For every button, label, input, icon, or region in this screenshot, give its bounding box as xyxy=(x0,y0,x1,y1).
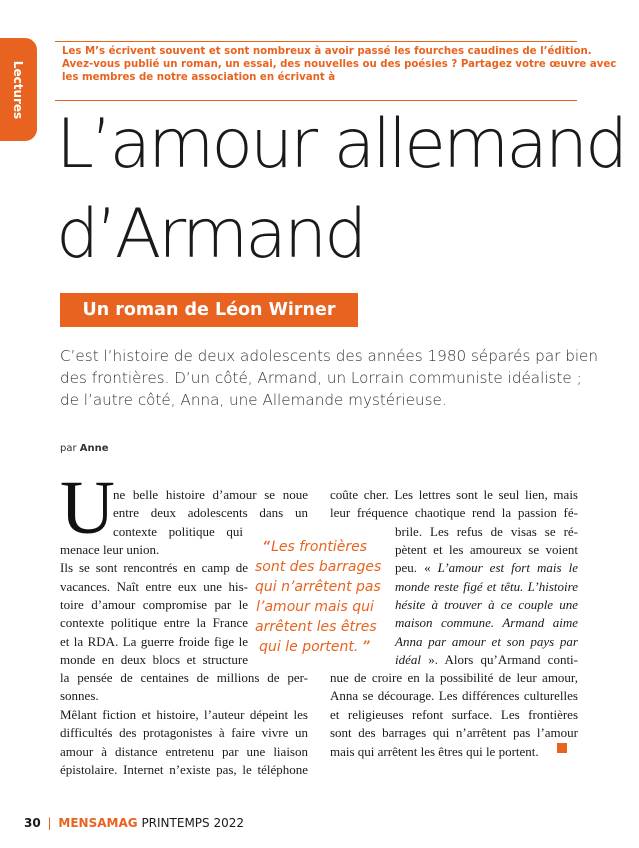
pull-quote-line: l’amour mais qui xyxy=(256,599,374,615)
article-line: Mêlant fiction et histoire, l’auteur dépeint les xyxy=(60,707,308,722)
article-line: Anna se décourage. Les différences culturelles xyxy=(330,688,578,703)
article-line: Anna par amour et son pays par xyxy=(395,634,578,649)
byline-prefix: par xyxy=(60,443,77,454)
article-line: la pensée de centaines de millions de per- xyxy=(60,670,308,685)
article-line: peu. « L’amour est fort mais le xyxy=(395,560,578,575)
article-line: monde reste figé et têtu. L’histoire xyxy=(395,579,578,594)
headline-line: L’amour allemand xyxy=(56,105,626,184)
article-line: sonnes. xyxy=(60,688,99,703)
article-line: et religieuses refont surface. Les frontières xyxy=(330,707,578,722)
section-tab-label-wrap xyxy=(0,38,37,141)
pull-quote-line: arrêtent les êtres xyxy=(255,619,377,635)
headline xyxy=(56,100,626,280)
article-line: difficultés des protagonistes à faire vivre un xyxy=(60,725,308,740)
lede-line: C’est l’histoire de deux adolescents des années 1980 séparés par bien xyxy=(60,347,599,365)
article-line: Ils se sont rencontrés en camp de xyxy=(60,560,248,575)
article-line: monde en deux blocs et structure xyxy=(60,652,248,667)
section-label: Lectures xyxy=(11,60,26,119)
headline-line: d’Armand xyxy=(56,195,365,274)
article-line: maison commune. Armand aime xyxy=(395,615,578,630)
pull-quote-line: sont des barrages xyxy=(255,559,382,575)
open-quote-mark: “ xyxy=(263,539,272,555)
pull-quote xyxy=(255,537,382,657)
intro-line: Les M’s écrivent souvent et sont nombreux à avoir passé les fourches caudines de l’édition. xyxy=(62,46,592,57)
lede-line: de l’autre côté, Anna, une Allemande mystérieuse. xyxy=(60,391,447,409)
page-number: 30 xyxy=(24,816,41,830)
magazine-name: MENSAMAG xyxy=(58,816,138,830)
article-line: idéal ». Alors qu’Armand conti- xyxy=(395,652,578,667)
subtitle: Un roman de Léon Wirner xyxy=(82,300,336,320)
intro-line: les membres de notre association en écrivant à xyxy=(62,72,336,84)
article-line: pètent et les amoureux se voient xyxy=(395,542,578,557)
intro-text xyxy=(62,45,617,85)
close-quote-mark: ” xyxy=(362,639,371,655)
article-line: ne belle histoire d’amour se noue xyxy=(113,487,308,502)
page-footer xyxy=(24,816,244,830)
article-line: leur fréquence chaotique rend la passion fé- xyxy=(330,505,578,520)
lede-line: des frontières. D’un côté, Armand, un Lorrain communiste idéaliste ; xyxy=(60,369,582,387)
byline xyxy=(60,443,109,454)
pull-quote-line: qui n’arrêtent pas xyxy=(255,579,381,595)
byline-author: Anne xyxy=(79,443,109,454)
drop-cap: U xyxy=(60,466,115,550)
footer-separator: | xyxy=(47,816,52,830)
article-line: contexte politique qui xyxy=(113,524,243,539)
article-line: hésite à trouver à ce couple une xyxy=(395,597,578,612)
article-line: toire d’amour compromise par le xyxy=(60,597,248,612)
article-line: coûte cher. Les lettres sont le seul lien, mais xyxy=(330,487,578,502)
end-mark xyxy=(557,743,567,753)
article-line: vacances. Naît entre eux une his- xyxy=(60,579,248,594)
lede xyxy=(60,345,600,411)
article-line: et la RDA. La guerre froide fige le xyxy=(60,634,248,649)
article-line: épistolaire. Internet n’existe pas, le téléphone xyxy=(60,762,308,777)
pull-quote-line: qui le portent. ” xyxy=(259,639,371,655)
article-line: brile. Les refus de visas se ré- xyxy=(395,524,578,539)
issue-label: PRINTEMPS 2022 xyxy=(141,816,244,830)
article-line: menace leur union. xyxy=(60,542,160,557)
pull-quote-line: “Les frontières xyxy=(263,539,367,555)
article-line: amour à distance entretenu par une liaison xyxy=(60,744,308,759)
article-line: mais qui arrêtent les êtres qui le portent. xyxy=(330,744,539,759)
intro-line: Avez-vous publié un roman, un essai, des nouvelles ou des poésies ? Partagez votre œuvre avec xyxy=(62,59,617,71)
article-line: nue de croire en la possibilité de leur amour, xyxy=(330,670,578,685)
article-line: contexte politique entre la France xyxy=(60,615,248,630)
article-line: sont des barrages qui n’arrêtent pas l’amour xyxy=(330,725,578,740)
article-line: entre deux adolescents dans un xyxy=(113,505,308,520)
